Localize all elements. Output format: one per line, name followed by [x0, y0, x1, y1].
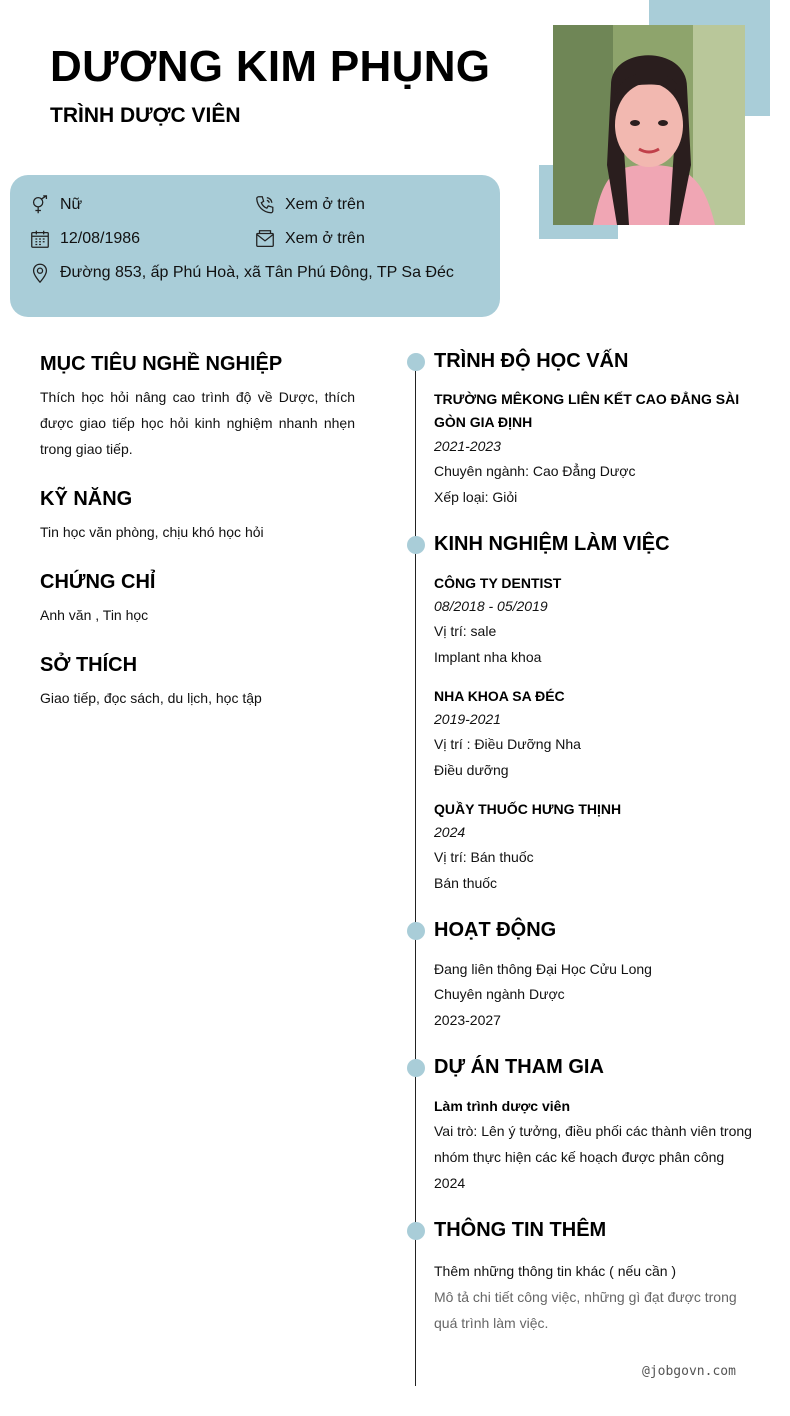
contact-gender [29, 194, 82, 216]
activity-line: Chuyên ngành Dược [434, 986, 565, 1002]
timeline-dot-experience [407, 536, 425, 554]
job-period: 08/2018 - 05/2019 [434, 598, 548, 614]
education-period: 2021-2023 [434, 438, 501, 454]
skills-text: Tin học văn phòng, chịu khó học hỏi [40, 524, 264, 540]
activities-title: HOẠT ĐỘNG [434, 919, 557, 941]
watermark: @jobgovn.com [642, 1364, 736, 1379]
contact-email [254, 228, 365, 250]
timeline-dot-projects [407, 1059, 425, 1077]
location-pin-icon [29, 262, 51, 284]
skills-title: KỸ NĂNG [40, 488, 133, 510]
job-description: Điều dưỡng [434, 762, 509, 778]
job-period: 2019-2021 [434, 711, 501, 727]
phone-value: Xem ở trên [285, 196, 365, 213]
job-company: CÔNG TY DENTIST [434, 575, 562, 591]
project-year: 2024 [434, 1175, 466, 1191]
candidate-name: DƯƠNG KIM PHỤNG [50, 42, 491, 91]
job-description: Implant nha khoa [434, 649, 542, 665]
address-value: Đường 853, ấp Phú Hoà, xã Tân Phú Đông, TP Sa Đéc [60, 264, 454, 281]
contact-box [10, 175, 500, 317]
contact-phone [254, 194, 365, 216]
certificates-title: CHỨNG CHỈ [40, 571, 156, 593]
education-title: TRÌNH ĐỘ HỌC VẤN [434, 350, 629, 372]
objective-text: Thích học hỏi nâng cao trình độ về Dược, thích được giao tiếp học hỏi kinh nghiệm nhanh nhẹn trong giao tiếp. [40, 389, 355, 457]
more-info-title: THÔNG TIN THÊM [434, 1219, 607, 1241]
birthday-value: 12/08/1986 [60, 230, 141, 247]
timeline-dot-education [407, 353, 425, 371]
more-info-description: Mô tả chi tiết công việc, những gì đạt được trong quá trình làm việc. [434, 1289, 737, 1331]
gender-icon [29, 194, 51, 216]
timeline-dot-activities [407, 922, 425, 940]
job-period: 2024 [434, 824, 466, 840]
job-description: Bán thuốc [434, 875, 498, 891]
hobbies-text: Giao tiếp, đọc sách, du lịch, học tập [40, 690, 262, 706]
activity-line: Đang liên thông Đại Học Cửu Long [434, 961, 652, 977]
experience-title: KINH NGHIỆM LÀM VIỆC [434, 533, 670, 555]
objective-title: MỤC TIÊU NGHỀ NGHIỆP [40, 353, 283, 375]
email-icon [254, 228, 276, 250]
contact-birthday [29, 228, 140, 250]
profile-photo [553, 25, 745, 225]
job-position: Vị trí : Điều Dưỡng Nha [434, 736, 581, 752]
project-role: Vai trò: Lên ý tưởng, điều phối các thành viên trong nhóm thực hiện các kế hoạch được phân công [434, 1123, 752, 1165]
education-school: TRƯỜNG MÊKONG LIÊN KẾT CAO ĐẲNG SÀI GÒN GIA ĐỊNH [434, 391, 740, 430]
education-rank: Xếp loại: Giỏi [434, 489, 518, 505]
project-name: Làm trình dược viên [434, 1098, 571, 1114]
timeline-dot-more-info [407, 1222, 425, 1240]
certificates-text: Anh văn , Tin học [40, 607, 149, 623]
email-value: Xem ở trên [285, 230, 365, 247]
gender-value: Nữ [60, 196, 83, 213]
job-position: Vị trí: sale [434, 623, 497, 639]
job-company: NHA KHOA SA ĐÉC [434, 688, 565, 704]
more-info-line: Thêm những thông tin khác ( nếu cần ) [434, 1263, 677, 1279]
projects-title: DỰ ÁN THAM GIA [434, 1056, 604, 1078]
job-title: TRÌNH DƯỢC VIÊN [50, 104, 241, 127]
education-major: Chuyên ngành: Cao Đẳng Dược [434, 463, 636, 479]
contact-address [29, 262, 454, 284]
hobbies-title: SỞ THÍCH [40, 654, 138, 676]
calendar-icon [29, 228, 51, 250]
job-company: QUẦY THUỐC HƯNG THỊNH [434, 801, 622, 817]
job-position: Vị trí: Bán thuốc [434, 849, 534, 865]
activity-line: 2023-2027 [434, 1012, 501, 1028]
phone-icon [254, 194, 276, 216]
